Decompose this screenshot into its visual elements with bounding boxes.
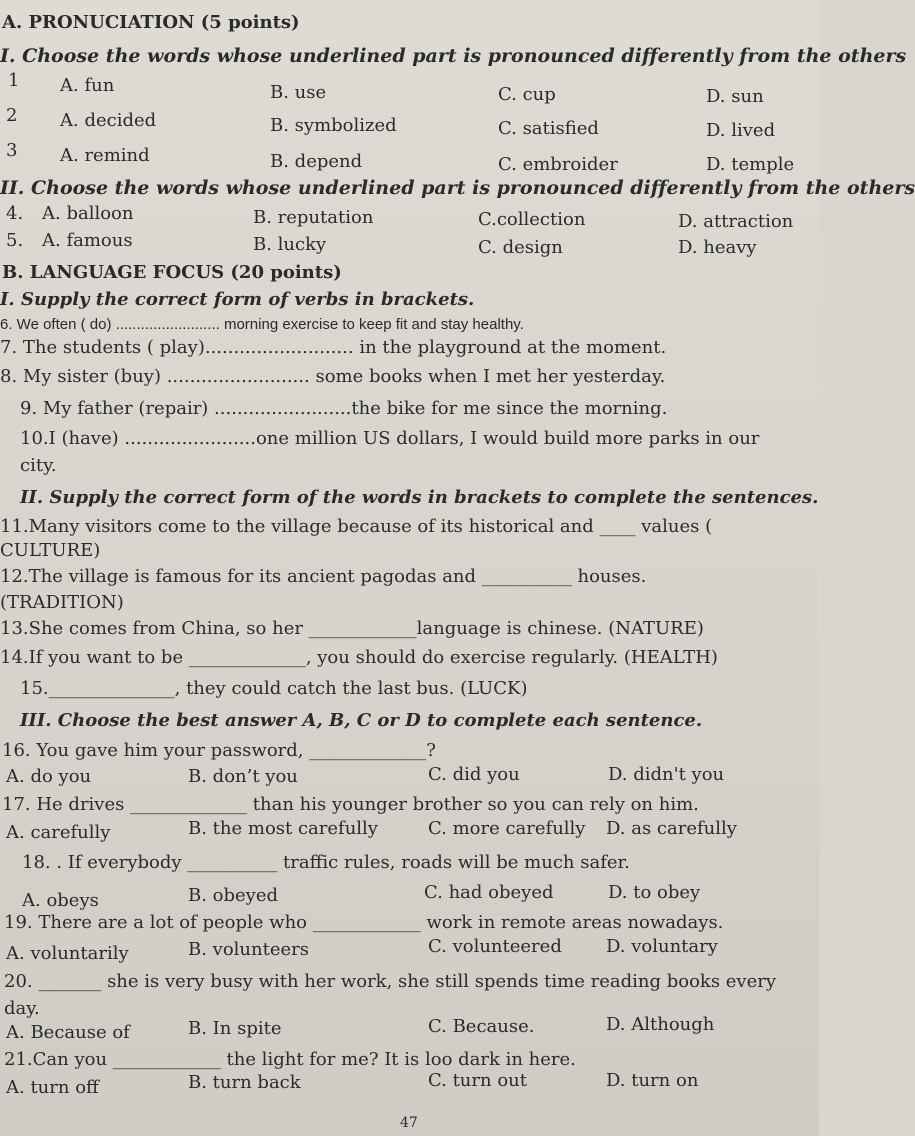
option-c: C. turn out	[428, 1070, 527, 1091]
question-12: 12.The village is famous for its ancient pagodas and __________ houses.	[0, 566, 647, 587]
words-title: II. Supply the correct form of the words in brackets to complete the sentences.	[20, 487, 819, 508]
option-c: C. more carefully	[428, 818, 586, 839]
question-number: 5.	[6, 230, 24, 251]
option-b: B. volunteers	[188, 939, 309, 960]
option-b: B. In spite	[188, 1018, 282, 1039]
question-10-cont: city.	[20, 455, 57, 476]
option-a: A. remind	[60, 145, 150, 166]
verbs-title: I. Supply the correct form of verbs in brackets.	[0, 289, 475, 310]
question-20-cont: day.	[4, 998, 40, 1019]
option-b: B. depend	[270, 151, 363, 172]
option-a: A. balloon	[42, 203, 134, 224]
question-19: 19. There are a lot of people who ____________ work in remote areas nowadays.	[4, 912, 724, 933]
option-d: D. didn't you	[608, 764, 725, 785]
question-12-cont: (TRADITION)	[0, 592, 124, 613]
question-7: 7. The students ( play).......................... in the playground at the moment.	[0, 337, 667, 358]
question-number: 2	[6, 105, 18, 126]
option-b: B. symbolized	[270, 115, 397, 136]
part-1-title: I. Choose the words whose underlined part is pronounced differently from the others	[0, 45, 907, 67]
option-a: A. carefully	[6, 822, 111, 843]
question-18: 18. . If everybody __________ traffic rules, roads will be much safer.	[22, 852, 630, 873]
option-c: C. did you	[428, 764, 520, 785]
section-b-title: B. LANGUAGE FOCUS (20 points)	[2, 262, 342, 283]
option-a: A. decided	[60, 110, 157, 131]
question-number: 4.	[6, 203, 24, 224]
option-c: C.collection	[478, 209, 586, 230]
question-10: 10.I (have) .......................one million US dollars, I would build more parks in our	[20, 428, 760, 449]
option-d: D. to obey	[608, 882, 701, 903]
option-d: D. attraction	[678, 211, 794, 232]
option-d: D. sun	[706, 86, 764, 107]
option-c: C. had obeyed	[424, 882, 554, 903]
option-c: C. embroider	[498, 154, 618, 175]
option-d: D. lived	[706, 120, 776, 141]
option-d: D. temple	[706, 154, 795, 175]
option-d: D. voluntary	[606, 936, 718, 957]
question-8: 8. My sister (buy) ......................... some books when I met her yesterday.	[0, 366, 666, 387]
page-number: 47	[400, 1115, 418, 1131]
question-17: 17. He drives _____________ than his younger brother so you can rely on him.	[2, 794, 699, 815]
option-a: A. obeys	[22, 890, 99, 911]
mc-title: III. Choose the best answer A, B, C or D to complete each sentence.	[20, 710, 703, 731]
option-c: C. Because.	[428, 1016, 535, 1037]
question-16: 16. You gave him your password, _____________?	[2, 740, 436, 761]
option-a: A. famous	[42, 230, 133, 251]
question-11: 11.Many visitors come to the village because of its historical and ____ values (	[0, 516, 713, 537]
option-d: D. heavy	[678, 237, 757, 258]
option-b: B. use	[270, 82, 327, 103]
option-d: D. Although	[606, 1014, 715, 1035]
option-b: B. obeyed	[188, 885, 279, 906]
question-number: 1	[8, 70, 20, 91]
option-b: B. turn back	[188, 1072, 301, 1093]
question-21: 21.Can you ____________ the light for me? It is loo dark in here.	[4, 1049, 576, 1070]
question-number: 3	[6, 140, 18, 161]
question-14: 14.If you want to be _____________, you should do exercise regularly. (HEALTH)	[0, 647, 718, 668]
question-11-cont: CULTURE)	[0, 540, 101, 561]
option-c: C. cup	[498, 84, 556, 105]
option-a: A. turn off	[6, 1077, 99, 1098]
option-c: C. design	[478, 237, 563, 258]
question-13: 13.She comes from China, so her ____________language is chinese. (NATURE)	[0, 618, 704, 639]
option-b: B. don’t you	[188, 766, 298, 787]
question-20: 20. _______ she is very busy with her work, she still spends time reading books every	[4, 971, 777, 992]
option-a: A. voluntarily	[6, 943, 129, 964]
option-c: C. satisfied	[498, 118, 599, 139]
option-d: D. as carefully	[606, 818, 737, 839]
option-d: D. turn on	[606, 1070, 699, 1091]
question-15: 15.______________, they could catch the last bus. (LUCK)	[20, 678, 528, 699]
option-b: B. the most carefully	[188, 818, 378, 839]
option-a: A. do you	[6, 766, 92, 787]
option-b: B. lucky	[253, 234, 327, 255]
option-a: A. Because of	[6, 1022, 130, 1043]
option-b: B. reputation	[253, 207, 374, 228]
option-c: C. volunteered	[428, 936, 562, 957]
question-6: 6. We often ( do) ......................... morning exercise to keep fit and stay healthy.	[0, 316, 524, 333]
question-9: 9. My father (repair) ........................the bike for me since the morning.	[20, 398, 668, 419]
section-a-title: A. PRONUCIATION (5 points)	[2, 12, 300, 33]
part-2-title: II. Choose the words whose underlined part is pronounced differently from the others	[0, 177, 915, 199]
option-a: A. fun	[60, 75, 115, 96]
